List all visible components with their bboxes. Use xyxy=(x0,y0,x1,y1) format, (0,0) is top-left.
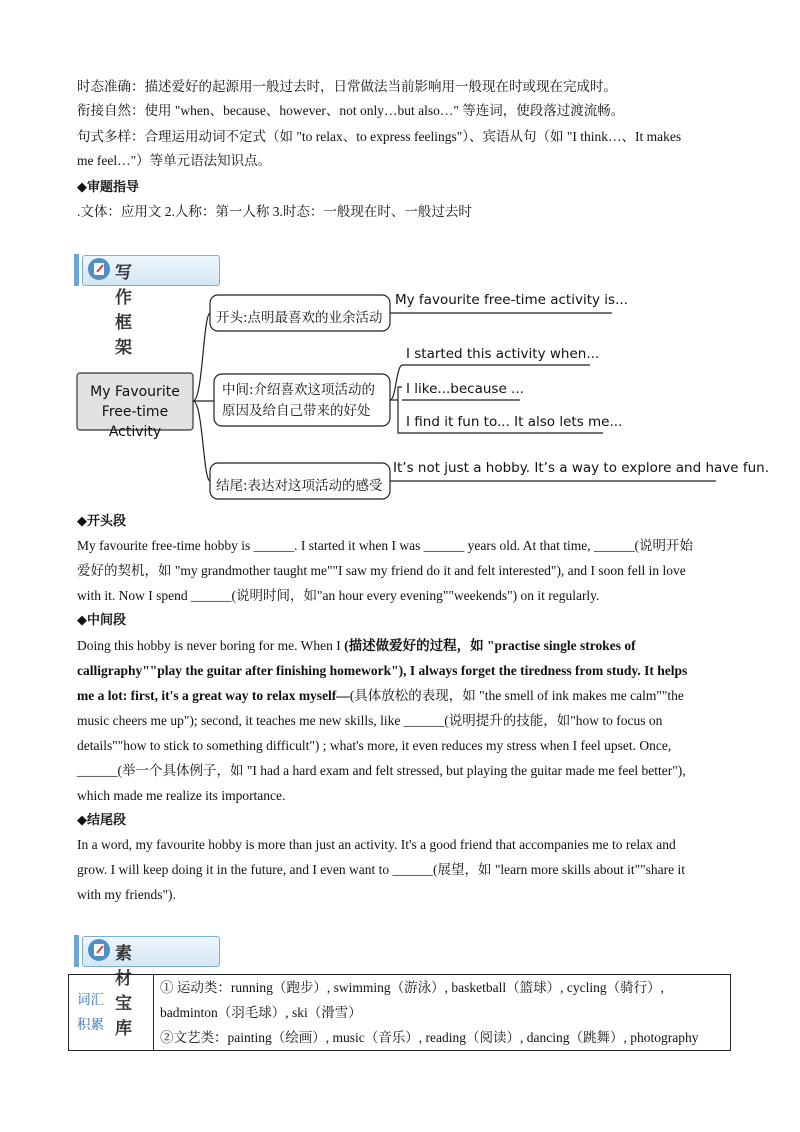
tense-tip: 时态准确：描述爱好的起源用一般过去时，日常做法当前影响用一般现在时或现在完成时。 xyxy=(77,79,617,94)
vocab-content-cell xyxy=(154,975,731,1051)
patterns-tip-line2: me feel…"）等单元语法知识点。 xyxy=(77,153,272,168)
vocab-row-1: ① 运动类：running（跑步）, swimming（游泳）, basketball（篮球）, cycling（骑行）, xyxy=(160,980,664,995)
branch-ending-text: It’s not just a hobby. It’s a way to explore and have fun. xyxy=(393,460,770,476)
middle-line-7: which made me realize its importance. xyxy=(77,788,286,803)
middle-item-1: I started this activity when... xyxy=(406,346,600,362)
vocab-row-2: badminton（羽毛球）, ski（滑雪） xyxy=(160,1005,362,1020)
vocab-table xyxy=(68,974,731,1051)
mindmap-center xyxy=(80,382,190,442)
middle-line-3-bold: me a lot: first, it's a great way to relax myself— xyxy=(77,688,350,703)
ending-line-1: In a word, my favourite hobby is more than just an activity. It's a good friend that accompanies me to relax and xyxy=(77,837,676,852)
middle-line-1-plain: Doing this hobby is never boring for me. When I xyxy=(77,638,345,653)
middle-line-2: calligraphy""play the guitar after finishing homework"), I always forget the tiredness from study. It helps xyxy=(77,663,688,678)
ending-line-2: grow. I will keep doing it in the future, and I even want to ______(展望，如 "learn more skills about it""share it xyxy=(77,862,686,877)
middle-line-1 xyxy=(77,637,727,655)
guide-heading: ◆审题指导 xyxy=(77,180,139,195)
patterns-tip-line1: 句式多样：合理运用动词不定式（如 "to relax、to express feelings"）、宾语从句（如 "I think…、It makes xyxy=(77,129,682,144)
guide-text: .文体：应用文 2.人称：第一人称 3.时态：一般现在时、一般过去时 xyxy=(77,204,472,219)
material-title: 素材宝库 xyxy=(115,944,136,1039)
middle-heading: ◆中间段 xyxy=(77,613,126,628)
framework-title: 写作框架 xyxy=(115,263,136,358)
vocab-label-line-2: 积累 xyxy=(77,1017,104,1032)
vocab-row-3: ②文艺类：painting（绘画）, music（音乐）, reading（阅读）, dancing（跳舞）, photography xyxy=(160,1030,699,1045)
pencil-icon xyxy=(88,939,110,961)
middle-line-5: details""how to stick to something difficult") ; what's more, it even reduces my stress when I feel upset. Once, xyxy=(77,738,672,753)
middle-item-2: I like...because ... xyxy=(406,381,524,397)
vocab-label-cell xyxy=(69,975,154,1051)
opening-heading: ◆开头段 xyxy=(77,514,126,529)
middle-line-3 xyxy=(77,687,727,705)
center-line-2: Free-time Activity xyxy=(101,404,169,440)
branch-ending-label: 结尾:表达对这项活动的感受 xyxy=(216,478,383,494)
opening-line-1: My favourite free-time hobby is ______. I started it when I was ______ years old. At that time, ______(说明开始 xyxy=(77,538,694,553)
branch-opening-text: My favourite free-time activity is... xyxy=(395,292,628,308)
ending-line-3: with my friends"). xyxy=(77,887,176,902)
middle-line-6: ______(举一个具体例子，如 "I had a hard exam and felt stressed, but playing the guitar made me feel better"), xyxy=(77,763,686,778)
center-line-1: My Favourite xyxy=(90,384,180,400)
pencil-icon xyxy=(88,258,110,280)
middle-label-line-1: 中间:介绍喜欢这项活动的 xyxy=(222,382,376,398)
branch-opening-label: 开头:点明最喜欢的业余活动 xyxy=(216,310,383,326)
middle-item-3: I find it fun to... It also lets me... xyxy=(406,414,623,430)
middle-line-4: music cheers me up"); second, it teaches me new skills, like ______(说明提升的技能，如"how to focus on xyxy=(77,713,663,728)
opening-line-2: 爱好的契机，如 "my grandmother taught me""I saw my friend do it and felt interested"), and I soon fell in love xyxy=(77,563,686,578)
opening-line-3: with it. Now I spend ______(说明时间，如"an hour every evening""weekends") on it regularly. xyxy=(77,588,600,603)
middle-line-1-bold: (描述做爱好的过程，如 "practise single strokes of xyxy=(344,638,636,653)
ending-heading: ◆结尾段 xyxy=(77,813,126,828)
vocab-label-line-1: 词汇 xyxy=(77,992,104,1007)
branch-middle-label xyxy=(222,380,375,422)
middle-label-line-2: 原因及给自己带来的好处 xyxy=(222,403,371,419)
cohesion-tip: 衔接自然：使用 "when、because、however、not only…but also…" 等连词，使段落过渡流畅。 xyxy=(77,103,625,118)
middle-line-3-plain: (具体放松的表现，如 "the smell of ink makes me calm""the xyxy=(349,688,684,703)
